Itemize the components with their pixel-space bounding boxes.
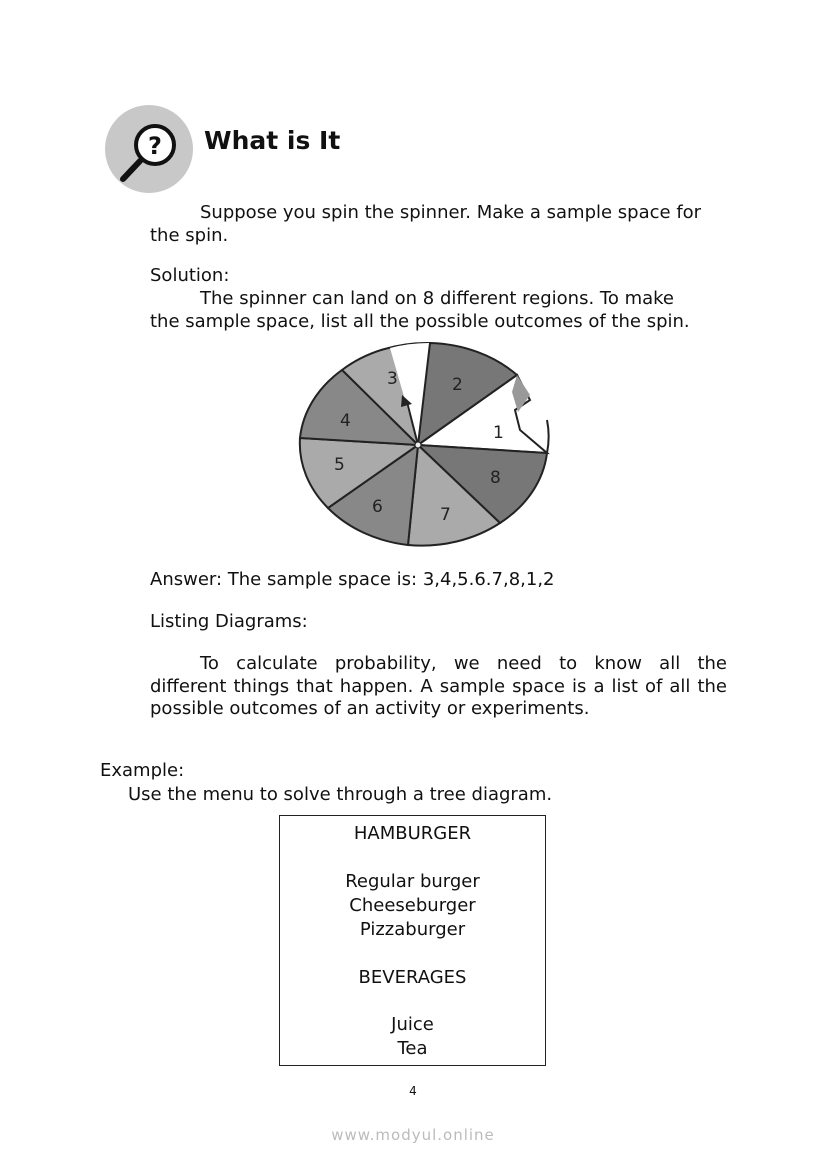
spinner-label: 1 [493, 423, 504, 443]
spinner-label: 7 [440, 505, 451, 525]
spinner-label: 2 [452, 375, 463, 395]
listing-line: possible outcomes of an activity or experiments. [150, 698, 590, 719]
spinner-diagram [290, 340, 560, 552]
menu-item: Cheeseburger [349, 895, 476, 916]
menu-item: Juice [391, 1014, 434, 1035]
page-number: 4 [409, 1084, 417, 1098]
magnifier-question-icon [105, 105, 193, 193]
listing-line: To calculate probability, we need to know all the [200, 653, 727, 674]
spinner-label: 6 [372, 497, 383, 517]
menu-heading: HAMBURGER [353, 823, 472, 844]
intro-line: Suppose you spin the spinner. Make a sample space for [200, 202, 702, 223]
example-text: Use the menu to solve through a tree diagram. [128, 784, 553, 805]
solution-label: Solution: [150, 265, 230, 286]
menu-item: Pizzaburger [359, 919, 466, 940]
solution-line: the sample space, list all the possible outcomes of the spin. [150, 311, 690, 332]
header-icon [105, 105, 193, 193]
answer-text: Answer: The sample space is: 3,4,5.6.7,8,1,2 [150, 569, 555, 590]
spinner-label: 4 [340, 411, 351, 431]
menu-item: Regular burger [345, 871, 480, 892]
menu-heading: BEVERAGES [358, 967, 467, 988]
intro-line: the spin. [150, 225, 229, 246]
solution-line: The spinner can land on 8 different regions. To make [200, 288, 674, 309]
spinner-label: 8 [490, 468, 501, 488]
svg-text:?: ? [148, 132, 162, 160]
listing-line: different things that happen. A sample space is a list of all the [150, 676, 727, 697]
spinner-label: 5 [334, 455, 345, 475]
menu-box [279, 815, 546, 1066]
watermark: www.modyul.online [331, 1126, 495, 1144]
example-label: Example: [100, 760, 185, 781]
listing-label: Listing Diagrams: [150, 611, 308, 632]
spinner-label: 3 [387, 369, 398, 389]
section-title: What is It [204, 126, 341, 155]
menu-item: Tea [397, 1038, 428, 1059]
